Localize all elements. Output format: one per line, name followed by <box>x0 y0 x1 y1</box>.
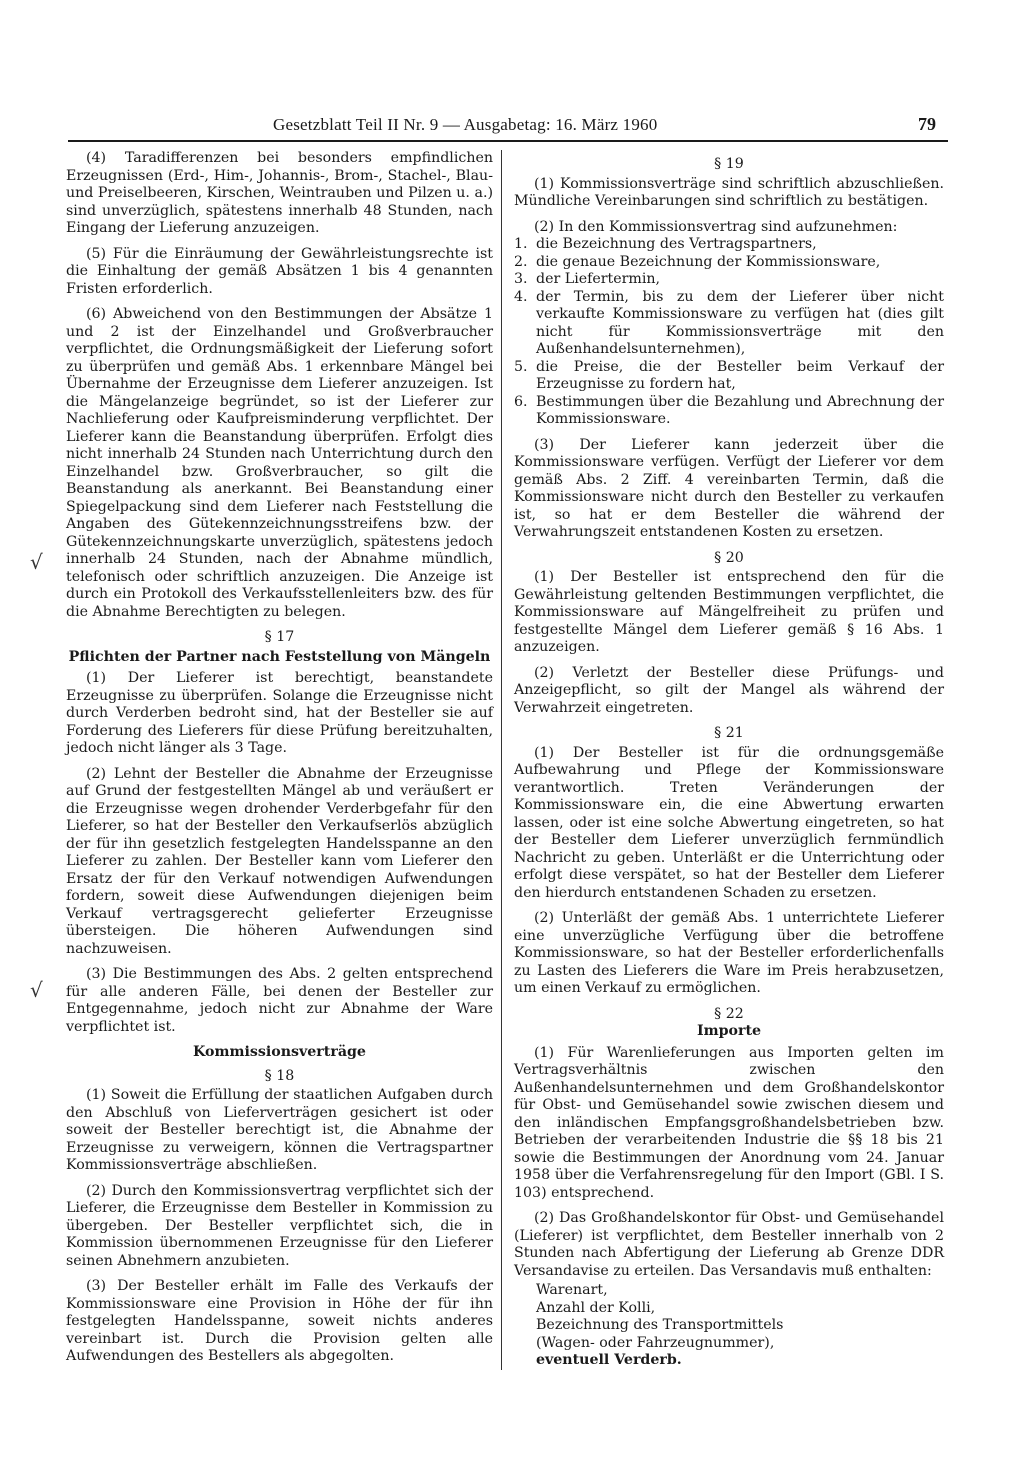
paragraph: (2) Unterläßt der gemäß Abs. 1 unterrichtete Lieferer eine unverzügliche Verfügung über die betroffene Kommissionsware, so hat der Besteller erforderlichenfalls zu Lasten des Lieferers die Ware im Preis herabzusetzen, um einen Verkauf zu ermöglichen. <box>514 910 944 996</box>
paragraph: (2) In den Kommissionsvertrag sind aufzunehmen: <box>534 218 898 235</box>
contents-list <box>514 1282 944 1370</box>
section-title: Pflichten der Partner nach Feststellung von Mängeln <box>68 648 491 665</box>
list-item-text: der Termin, bis zu dem der Lieferer über nicht verkaufte Kommissionsware zu verfügen hat (dies gilt nicht für Kommissionsverträge mit den Außenhandelsunternehmen), <box>536 288 944 357</box>
list-item <box>514 271 944 289</box>
list-item-number: 2. <box>514 253 528 270</box>
list-item-number: 3. <box>514 271 528 287</box>
paragraph: (1) Der Besteller ist für die ordnungsgemäße Aufbewahrung und Pflege der Kommissionsware verantwortlich. Treten Veränderungen der Kommissionsware ein, die eine Abwertung erwarten lassen, oder ist eine solche Abwertung eingetreten, so hat der Besteller dem Lieferer unverzüglich fernmündlich Nachricht zu geben. Unterläßt er die Unterrichtung oder erfolgt diese verspätet, so hat der Besteller dem Lieferer den hierdurch entstandenen Schaden zu ersetzen. <box>514 744 944 901</box>
header-title: Gesetzblatt Teil II Nr. 9 — Ausgabetag: 16. März 1960 <box>273 115 658 134</box>
paragraph: (1) Soweit die Erfüllung der staatlichen Aufgaben durch den Abschluß von Lieferverträgen gesichert ist oder soweit der Besteller berechtigt ist, die Abnahme der Erzeugnisse zu verweigern, können die Vertragspartner Kommissionsverträge abschließen. <box>66 1087 493 1173</box>
paragraph: (1) Der Besteller ist entsprechend den für die Gewährleistung geltenden Bestimmungen verpflichtet, die Kommissionsware auf Mängelfreiheit zu prüfen und festgestellte Mängel dem Lieferer gemäß § 16 Abs. 1 anzuzeigen. <box>514 569 944 655</box>
list-item: (Wagen- oder Fahrzeugnummer), <box>536 1334 775 1351</box>
left-column <box>66 150 493 1374</box>
page-number: 79 <box>918 114 936 134</box>
paragraph: (3) Die Bestimmungen des Abs. 2 gelten entsprechend für alle anderen Fälle, bei denen der Besteller zur Entgegennahme, jedoch nicht zur Abnahme der Ware verpflichtet ist. <box>66 966 493 1035</box>
page-header <box>68 112 948 142</box>
section-number: § 18 <box>264 1067 295 1084</box>
list-item <box>514 254 944 272</box>
list-item-number: 6. <box>514 393 528 410</box>
list-item: Warenart, <box>536 1282 608 1298</box>
list-item <box>514 289 944 359</box>
list-item: Anzahl der Kolli, <box>536 1299 656 1316</box>
list-item-number: 5. <box>514 358 528 375</box>
section-number: § 20 <box>714 549 744 566</box>
list-item: Bezeichnung des Transportmittels <box>536 1317 784 1333</box>
paragraph: (2) Verletzt der Besteller diese Prüfungs- und Anzeigepflicht, so gilt der Mangel als während der Verwahrzeit eingetreten. <box>514 664 944 716</box>
section-number: § 19 <box>714 156 744 172</box>
list-item-text: der Liefertermin, <box>536 271 661 287</box>
margin-check-mark: √ <box>30 978 43 1002</box>
list-item: eventuell Verderb. <box>536 1352 682 1368</box>
section-number: § 17 <box>264 629 295 645</box>
right-column <box>514 150 944 1378</box>
list-item <box>514 359 944 394</box>
list-item <box>514 236 944 254</box>
section-number: § 21 <box>714 725 744 741</box>
paragraph: (4) Taradifferenzen bei besonders empfindlichen Erzeugnissen (Erd-, Him-, Johannis-, Brom-, Stachel-, Blau- und Preiselbeeren, Kirschen, Weintrauben und Pilzen u. a.) sind unverzüglich, spätestens innerhalb 48 Stunden, nach Eingang der Lieferung anzuzeigen. <box>66 150 493 236</box>
margin-check-mark: √ <box>30 550 43 574</box>
paragraph: (1) Kommissionsverträge sind schriftlich abzuschließen. Mündliche Vereinbarungen sind schriftlich zu bestätigen. <box>514 175 944 209</box>
list-item-text: die Bezeichnung des Vertragspartners, <box>536 236 817 252</box>
paragraph: (3) Der Lieferer kann jederzeit über die Kommissionsware verfügen. Verfügt der Lieferer vor dem gemäß Abs. 2 Ziff. 4 vereinbarten Termin, daß die Kommissionsware nicht durch den Besteller zu verkaufen ist, so hat er dem Besteller die während der Verwahrungszeit entstandenen Kosten zu ersetzen. <box>514 436 944 540</box>
paragraph: (2) Lehnt der Besteller die Abnahme der Erzeugnisse auf Grund der festgestellten Mängel ab und veräußert er die Erzeugnisse wegen drohender Verderbgefahr für den Lieferer, so hat der Besteller den Verkaufserlös abzüglich der für ihn gesetzlich festgelegten Handelsspanne an den Lieferer zu zahlen. Der Besteller kann vom Lieferer den Ersatz der für den Verkauf notwendigen Aufwendungen fordern, soweit diese Aufwendungen diejenigen beim Verkauf vertragsgerecht gelieferter Erzeugnisse übersteigen. Die höheren Aufwendungen sind nachzuweisen. <box>66 765 493 957</box>
list-item-text: die genaue Bezeichnung der Kommissionsware, <box>536 253 881 270</box>
paragraph: (3) Der Besteller erhält im Falle des Verkaufs der Kommissionsware eine Provision in Höhe der für ihn festgelegten Handelsspanne, soweit nichts anderes vereinbart ist. Durch die Provision gelten alle Aufwendungen des Bestellers als abgegolten. <box>66 1278 493 1364</box>
numbered-list <box>514 236 944 429</box>
section-number: § 22 <box>714 1005 744 1022</box>
paragraph: (2) Das Großhandelskontor für Obst- und Gemüsehandel (Lieferer) ist verpflichtet, dem Besteller innerhalb von 2 Stunden nach Abfertigung der Lieferung ab Grenze DDR Versandavise zu erteilen. Das Versandavis muß enthalten: <box>514 1210 944 1279</box>
paragraph: (5) Für die Einräumung der Gewährleistungsrechte ist die Einhaltung der gemäß Absätzen 1 bis 4 genannten Fristen erforderlich. <box>66 245 493 297</box>
list-item-text: die Preise, die der Besteller beim Verkauf der Erzeugnisse zu fordern hat, <box>536 358 944 392</box>
paragraph: (1) Der Lieferer ist berechtigt, beanstandete Erzeugnisse zu überprüfen. Solange die Erzeugnisse nicht durch Verderben bedroht sind, hat der Besteller sie auf Forderung des Lieferers für diese Prüfung bereitzuhalten, jedoch nicht länger als 3 Tage. <box>66 670 493 756</box>
paragraph: (1) Für Warenlieferungen aus Importen gelten im Vertragsverhältnis zwischen den Außenhandelsunternehmen und dem Großhandelskontor für Obst- und Gemüsehandel sowie zwischen diesem und den inländischen Empfangsgroßhandelsbetrieben bzw. Betrieben der verarbeitenden Industrie die §§ 18 bis 21 sowie die Bestimmungen der Anordnung vom 24. Januar 1958 über die Verfahrensregelung für den Import (GBl. I S. 103) entsprechend. <box>514 1044 944 1201</box>
list-item-text: Bestimmungen über die Bezahlung und Abrechnung der Kommissionsware. <box>536 393 944 427</box>
chapter-title: Kommissionsverträge <box>193 1044 366 1060</box>
paragraph: (2) Durch den Kommissionsvertrag verpflichtet sich der Lieferer, die Erzeugnisse dem Besteller in Kommission zu übergeben. Der Besteller verpflichtet sich, die in Kommission übernommenen Erzeugnisse für den Lieferer seinen Abnehmern anzubieten. <box>66 1182 493 1269</box>
section-title: Importe <box>696 1023 762 1039</box>
list-item-number: 1. <box>514 236 528 252</box>
list-item-number: 4. <box>514 288 528 305</box>
column-divider <box>501 150 502 1370</box>
paragraph: (6) Abweichend von den Bestimmungen der Absätze 1 und 2 ist der Einzelhandel und Großverbraucher verpflichtet, die Ordnungsmäßigkeit der Lieferung sofort zu überprüfen und gemäß Abs. 1 erkennbare Mängel bei Übernahme der Erzeugnisse dem Lieferer anzuzeigen. Ist die Mängelanzeige begründet, so ist der Lieferer zur Nachlieferung oder Kaufpreisminderung verpflichtet. Der Lieferer kann die Beanstandung überprüfen. Erfolgt dies nicht innerhalb 24 Stunden nach Unterrichtung durch den Einzelhandel bzw. Großverbraucher, so gilt die Beanstandung als anerkannt. Bei Beanstandung einer Spiegelpackung sind dem Lieferer nach Feststellung die Angaben des Gütekennzeichnungsstreifens bzw. der Gütekennzeichnungskarte unverzüglich, spätestens jedoch innerhalb 24 Stunden, nach der Abnahme mündlich, telefonisch oder schriftlich anzuzeigen. Die Anzeige ist durch ein Protokoll des Verkaufsstellenleiters bzw. des für die Abnahme Berechtigten zu belegen. <box>66 306 493 620</box>
list-item <box>514 394 944 429</box>
